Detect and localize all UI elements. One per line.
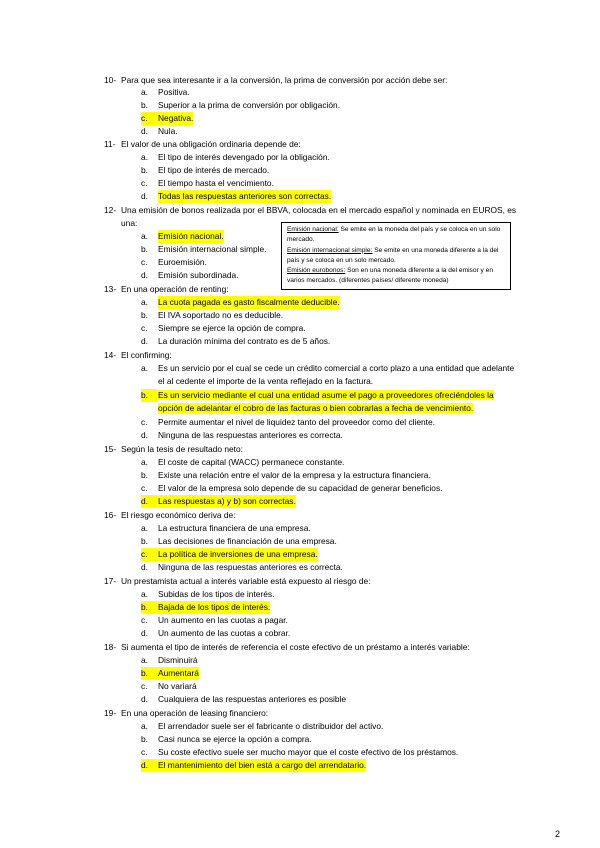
option-text: Nula. (158, 126, 178, 136)
question-text: El valor de una obligación ordinaria depende de: (121, 139, 301, 149)
option-text: El tipo de interés devengado por la obligación. (158, 152, 330, 162)
option-text: Positiva. (158, 87, 190, 97)
question-13 (104, 283, 524, 296)
option-text: No variará (158, 681, 197, 691)
option-text: Negativa. (158, 113, 194, 123)
option-letter: c. (141, 681, 148, 691)
option-text: La cuota pagada es gasto fiscalmente deducible. (158, 297, 340, 307)
option-letter: b. (141, 165, 148, 175)
option-letter: a. (141, 152, 148, 162)
question-number: 12- (104, 205, 117, 215)
option-text: Bajada de los tipos de interés. (158, 602, 271, 612)
option-letter: a. (141, 87, 148, 97)
option-letter: c. (141, 112, 157, 125)
option-text: Subidas de los tipos de interés. (158, 589, 275, 599)
option-text: El tiempo hasta el vencimiento. (158, 178, 274, 188)
question-number: 19- (104, 708, 117, 718)
option-letter: c. (141, 323, 148, 333)
question-number: 15- (104, 444, 117, 454)
question-text: Una emisión de bonos realizada por el BBVA, colocada en el mercado español y nominada en EUROS, es una: (121, 205, 517, 228)
option-text: La duración mínima del contrato es de 5 años. (158, 336, 331, 346)
option-letter: c. (141, 417, 148, 427)
option-letter: c. (141, 257, 148, 267)
note-label: Emisión eurobonos: (287, 267, 346, 275)
option-text: Siempre se ejerce la opción de compra. (158, 323, 306, 333)
question-15 (104, 443, 524, 456)
question-number: 10- (104, 75, 117, 85)
option-letter: b. (141, 244, 148, 254)
option-letter: a. (141, 589, 148, 599)
option-text: Emisión subordinada. (158, 270, 239, 280)
option-text: Un aumento en las cuotas a pagar. (158, 615, 288, 625)
option-text: Euroemisión. (158, 257, 207, 267)
option-text: Casi nunca se ejerce la opción a compra. (158, 734, 312, 744)
question-11 (104, 138, 524, 151)
option-text: Disminuirá (158, 655, 198, 665)
option-text: El valor de la empresa solo depende de su capacidad de generar beneficios. (158, 483, 443, 493)
option-letter: c. (141, 178, 148, 188)
option-letter: d. (141, 191, 148, 201)
note-line (287, 246, 505, 267)
question-number: 18- (104, 642, 117, 652)
option-text: La política de inversiones de una empresa. (158, 549, 318, 559)
option-letter: d. (141, 495, 157, 508)
option-letter: c. (141, 747, 148, 757)
question-text: Un prestamista actual a interés variable está expuesto al riesgo de: (121, 576, 371, 586)
question-text: Según la tesis de resultado neto: (121, 444, 243, 454)
option-letter: b. (141, 667, 157, 680)
option-letter: b. (141, 601, 157, 614)
option-text: Es un servicio por el cual se cede un crédito comercial a corto plazo a una entidad que adelante el al cedente el importe de la venta reflejado en la factura. (158, 363, 515, 386)
option-letter: b. (141, 310, 148, 320)
option-letter: b. (141, 100, 148, 110)
option-letter: d. (141, 628, 148, 638)
option-letter: b. (141, 389, 157, 402)
option-text: Permite aumentar el nivel de liquidez tanto del proveedor como del cliente. (158, 417, 435, 427)
question-text: El riesgo económico deriva de: (121, 510, 236, 520)
option-text: Las respuestas a) y b) son correctas. (158, 496, 296, 506)
note-text: Se emite en una moneda diferente a la del país y se coloca en un solo mercado. (287, 246, 499, 264)
option-text: El IVA soportado no es deducible. (158, 310, 284, 320)
option-text: La estructura financiera de una empresa. (158, 523, 311, 533)
note-text: Son en una moneda diferente a la del emisor y en varios mercados. (diferentes países/ diferente moneda) (287, 267, 494, 285)
option-letter: a. (141, 231, 148, 241)
option-text: Un aumento de las cuotas a cobrar. (158, 628, 291, 638)
option-letter: d. (141, 430, 148, 440)
option-text: Todas las respuestas anteriores son correctas. (158, 191, 332, 201)
option-letter: a. (141, 297, 148, 307)
option-text-highlight: Es un servicio mediante el cual una entidad asume el pago a proveedores ofreciéndoles la opción de adelantar el cobro de las facturas o bien cobrarlas a fecha de vencimiento. (158, 390, 494, 413)
option-text: El arrendador suele ser el fabricante o distribuidor del activo. (158, 721, 384, 731)
option-letter: d. (141, 694, 148, 704)
option-letter: d. (141, 336, 148, 346)
question-number: 13- (104, 284, 117, 294)
option-letter: a. (141, 457, 148, 467)
option-letter: a. (141, 655, 148, 665)
option-text: Su coste efectivo suele ser mucho mayor que el coste efectivo de los préstamos. (158, 747, 459, 757)
option-text: El mantenimiento del bien está a cargo del arrendatario. (158, 760, 367, 770)
note-label: Emisión nacional: (287, 226, 339, 233)
option-letter: d. (141, 126, 148, 136)
question-18 (104, 641, 524, 654)
question-text: En una operación de renting: (121, 284, 229, 294)
option-text: El tipo de interés de mercado. (158, 165, 270, 175)
option-text: El coste de capital (WACC) permanece constante. (158, 457, 345, 467)
question-number: 11- (104, 139, 116, 149)
option-letter: a. (141, 363, 148, 373)
note-line (287, 225, 505, 246)
question-text: Para que sea interesante ir a la conversión, la prima de conversión por acción debe ser: (121, 75, 448, 85)
option-text: Superior a la prima de conversión por obligación. (158, 100, 341, 110)
option-text: Ninguna de las respuestas anteriores es correcta. (158, 562, 343, 572)
option-text (158, 389, 518, 415)
option-letter: b. (141, 470, 148, 480)
option-text: Emisión internacional simple. (158, 244, 267, 254)
note-label: Emisión internacional simple: (287, 246, 373, 254)
question-number: 14- (104, 350, 117, 360)
option-letter: d. (141, 759, 157, 772)
question-number: 16- (104, 510, 117, 520)
option-letter: c. (141, 548, 157, 561)
note-text: Se emite en la moneda del país y se coloca en un solo mercado. (287, 226, 501, 244)
option-text: Ninguna de las respuestas anteriores es correcta. (158, 430, 343, 440)
question-text: En una operación de leasing financiero: (121, 708, 269, 718)
option-letter: d. (141, 270, 148, 280)
option-text: Las decisiones de financiación de una empresa. (158, 536, 337, 546)
option-letter: d. (141, 562, 148, 572)
question-14 (104, 349, 524, 362)
option-letter: a. (141, 523, 148, 533)
question-text: El confirming: (121, 350, 172, 360)
option-text: Cualquiera de las respuestas anteriores es posible (158, 694, 347, 704)
page-number: 2 (555, 829, 561, 839)
option-letter: c. (141, 615, 148, 625)
option-text: Emisión nacional. (158, 231, 224, 241)
option-letter: b. (141, 536, 148, 546)
option-text: Existe una relación entre el valor de la empresa y la estructura financiera. (158, 470, 431, 480)
question-16 (104, 509, 524, 522)
question-17 (104, 575, 524, 588)
option-letter: a. (141, 721, 148, 731)
option-text: Aumentará (158, 668, 199, 678)
option-letter: c. (141, 483, 148, 493)
option-letter: b. (141, 734, 148, 744)
question-text: Si aumenta el tipo de interés de referencia el coste efectivo de un préstamo a interés variable: (121, 642, 470, 652)
definitions-note-box (281, 222, 511, 290)
question-19 (104, 707, 524, 720)
question-number: 17- (104, 576, 117, 586)
